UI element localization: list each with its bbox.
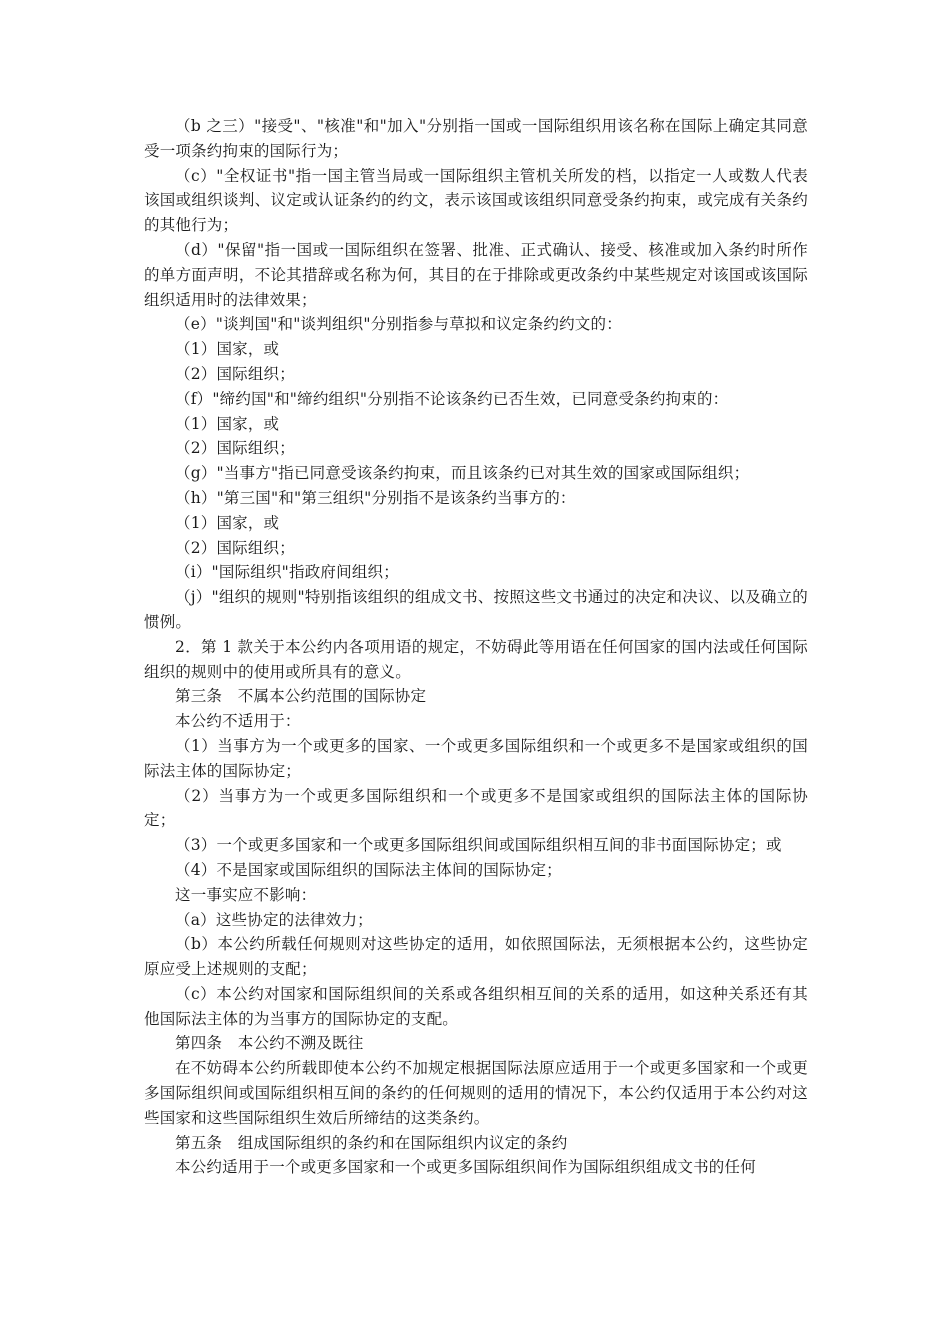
paragraph: （2）国际组织； [175,538,295,557]
paragraph: （4）不是国家或国际组织的国际法主体间的国际协定； [175,860,562,879]
paragraph: （d）"保留"指一国或一国际组织在签署、批准、正式确认、接受、核准或加入条约时所作的单方面声明，不论其措辞或名称为何，其目的在于排除或更改条约中某些规定对该国或该国际组织适用时的法律效果； [144,240,808,309]
article-heading: 第三条 不属本公约范围的国际协定 [175,687,427,706]
paragraph: （1）国家，或 [175,414,280,433]
paragraph: （i）"国际组织"指政府间组织； [175,563,399,582]
paragraph: （a）这些协定的法律效力； [175,910,373,929]
paragraph: 本公约不适用于： [175,712,301,731]
paragraph: （3）一个或更多国家和一个或更多国际组织间或国际组织相互间的非书面国际协定；或 [175,836,782,855]
paragraph: （h）"第三国"和"第三组织"分别指不是该条约当事方的： [175,488,576,507]
paragraph: （j）"组织的规则"特别指该组织的组成文书、按照这些文书通过的决定和决议、以及确立的惯例。 [144,588,808,631]
paragraph: （b 之三）"接受"、"核准"和"加入"分别指一国或一国际组织用该名称在国际上确定其同意受一项条约拘束的国际行为； [144,117,808,160]
paragraph: 2．第 1 款关于本公约内各项用语的规定，不妨碍此等用语在任何国家的国内法或任何国际组织的规则中的使用或所具有的意义。 [144,637,808,681]
paragraph: 本公约适用于一个或更多国家和一个或更多国际组织间作为国际组织组成文书的任何 [175,1158,756,1177]
paragraph: （f）"缔约国"和"缔约组织"分别指不论该条约已否生效，已同意受条约拘束的： [175,389,729,408]
paragraph: （e）"谈判国"和"谈判组织"分别指参与草拟和议定条约约文的： [175,315,622,334]
paragraph: （1）国家，或 [175,340,280,359]
paragraph: 这一事实应不影响： [175,885,317,904]
paragraph: （g）"当事方"指已同意受该条约拘束，而且该条约已对其生效的国家或国际组织； [175,464,750,483]
paragraph: （1）当事方为一个或更多的国家、一个或更多国际组织和一个或更多不是国家或组织的国际法主体的国际协定； [144,736,808,780]
paragraph: （2）当事方为一个或更多国际组织和一个或更多不是国家或组织的国际法主体的国际协定； [144,786,808,830]
paragraph: （2）国际组织； [175,439,295,458]
article-heading: 第四条 本公约不溯及既往 [175,1034,364,1053]
paragraph: （1）国家，或 [175,513,280,532]
article-heading: 第五条 组成国际组织的条约和在国际组织内议定的条约 [175,1133,568,1152]
paragraph: 在不妨碍本公约所载即使本公约不加规定根据国际法原应适用于一个或更多国家和一个或更多国际组织间或国际组织相互间的条约的任何规则的适用的情况下，本公约仅适用于本公约对这些国家和这些国际组织生效后所缔结的这类条约。 [144,1059,808,1127]
paragraph: （2）国际组织； [175,364,295,383]
paragraph: （c）本公约对国家和国际组织间的关系或各组织相互间的关系的适用，如这种关系还有其他国际法主体的为当事方的国际协定的支配。 [144,984,808,1028]
paragraph: （b）本公约所载任何规则对这些协定的适用，如依照国际法，无须根据本公约，这些协定原应受上述规则的支配； [144,935,808,979]
paragraph: （c）"全权证书"指一国主管当局或一国际组织主管机关所发的档，以指定一人或数人代表该国或组织谈判、议定或认证条约的约文，表示该国或该组织同意受条约拘束，或完成有关条约的其他行为； [144,166,808,235]
document-page [144,114,808,1180]
